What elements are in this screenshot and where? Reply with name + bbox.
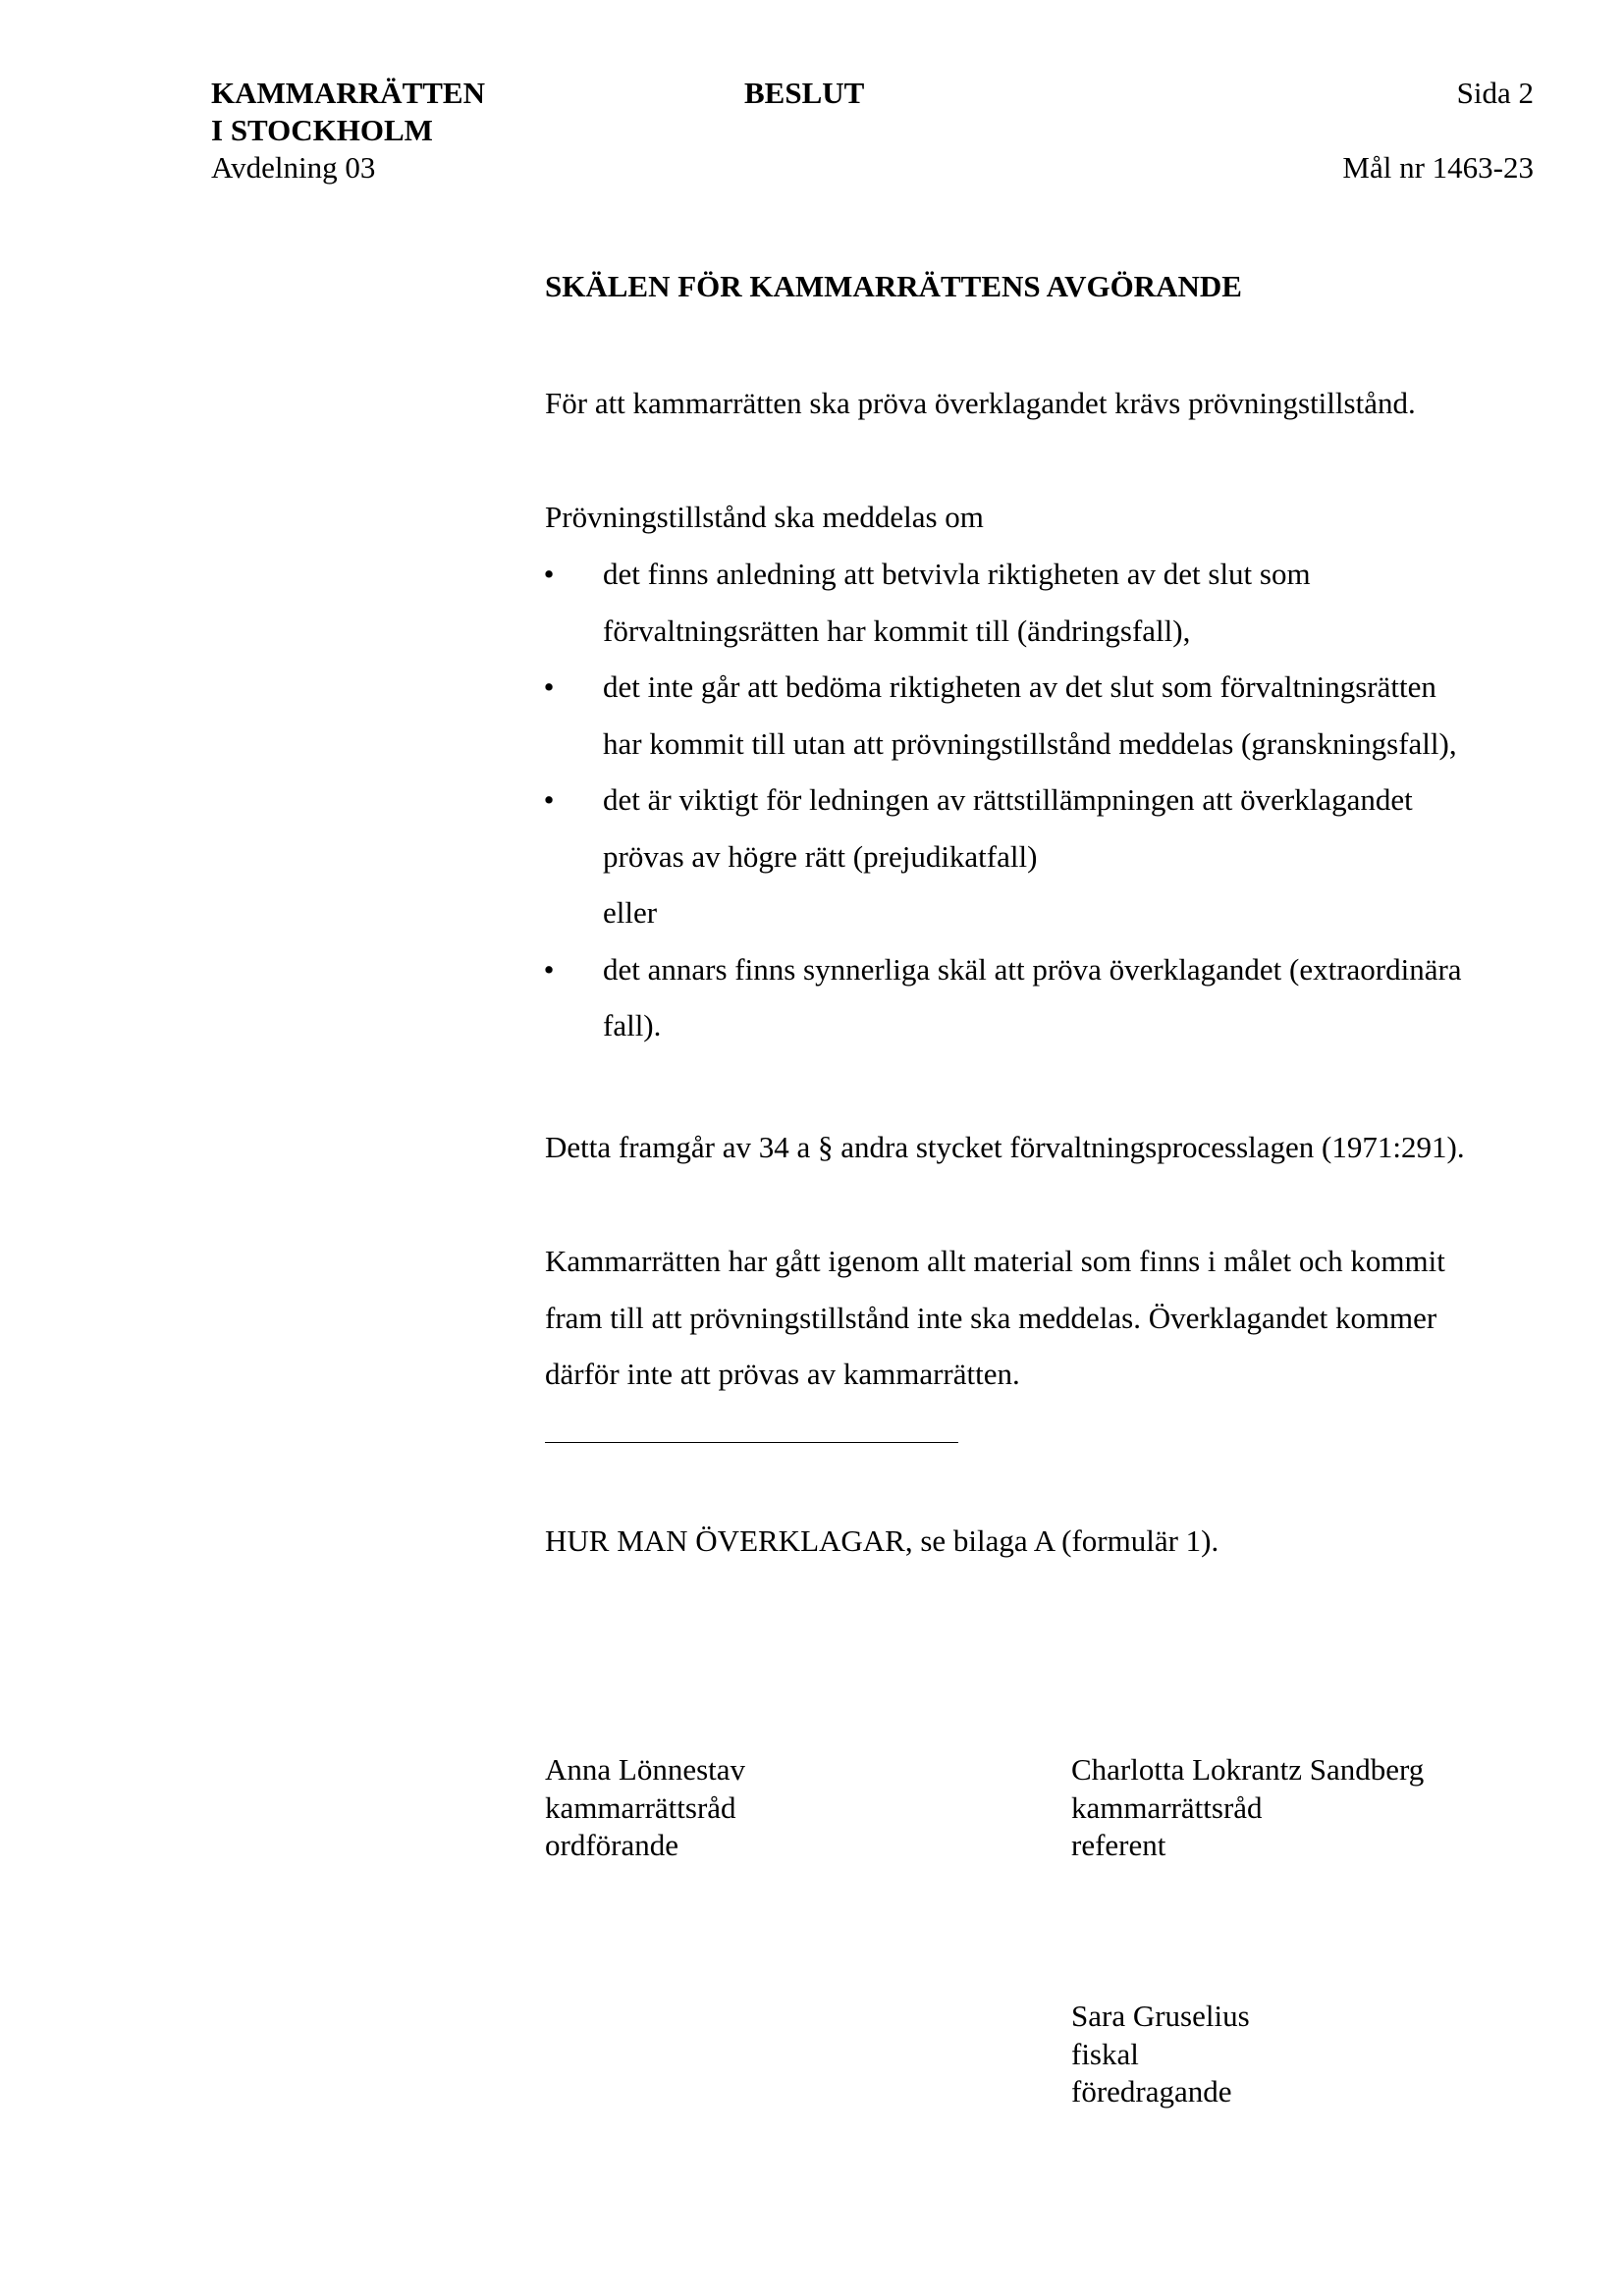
list-item [545, 546, 1566, 659]
list-item-line: det inte går att bedöma riktigheten av det slut som förvaltningsrätten [603, 669, 1436, 704]
paragraph-decision-line: Kammarrätten har gått igenom allt material som finns i målet och kommit [545, 1244, 1445, 1278]
court-name [211, 75, 485, 149]
list-item-line: förvaltningsrätten har kommit till (ändringsfall), [603, 613, 1191, 648]
appeal-info: HUR MAN ÖVERKLAGAR, se bilaga A (formulär 1). [545, 1523, 1219, 1558]
document-type: BESLUT [744, 76, 865, 110]
signature-block [1071, 1751, 1424, 1865]
case-number: Mål nr 1463-23 [1342, 150, 1534, 185]
signatory-title: kammarrättsråd [545, 1789, 736, 1825]
section-heading: SKÄLEN FÖR KAMMARRÄTTENS AVGÖRANDE [545, 269, 1242, 303]
list-item-line: det annars finns synnerliga skäl att pröva överklagandet (extraordinära [603, 951, 1462, 987]
paragraph-legal-basis: Detta framgår av 34 a § andra stycket förvaltningsprocesslagen (1971:291). [545, 1130, 1465, 1164]
signatory-role: föredragande [1071, 2074, 1232, 2109]
list-item-line: det är viktigt för ledningen av rättstillämpningen att överklagandet [603, 782, 1413, 817]
list-item-line: det finns anledning att betvivla riktigheten av det slut som [603, 557, 1311, 591]
signatory-role: referent [1071, 1828, 1166, 1862]
signatory-title: kammarrättsråd [1071, 1789, 1263, 1825]
paragraph-decision-line: fram till att prövningstillstånd inte ska meddelas. Överklagandet kommer [545, 1300, 1437, 1335]
conditions-list [545, 546, 1566, 1054]
bullet-icon: • [543, 951, 555, 987]
bullet-icon: • [543, 669, 555, 704]
bullet-icon: • [543, 557, 555, 591]
bullet-icon: • [543, 782, 555, 817]
signature-block [545, 1751, 745, 1865]
paragraph-requirement: För att kammarrätten ska pröva överklagandet krävs prövningstillstånd. [545, 386, 1416, 420]
list-item-line: har kommit till utan att prövningstillstånd meddelas (granskningsfall), [603, 725, 1457, 761]
list-item-line: fall). [603, 1008, 662, 1042]
court-name-line1: KAMMARRÄTTEN [211, 76, 485, 110]
page-number: Sida 2 [1456, 76, 1534, 110]
list-connector: eller [603, 895, 658, 930]
signatory-role: ordförande [545, 1828, 678, 1862]
paragraph-conditions-intro: Prövningstillstånd ska meddelas om [545, 500, 984, 534]
division-label: Avdelning 03 [211, 150, 376, 185]
signatory-name: Charlotta Lokrantz Sandberg [1071, 1752, 1425, 1787]
signatory-title: fiskal [1071, 2036, 1139, 2071]
list-item [545, 659, 1566, 772]
list-item [545, 941, 1566, 1054]
paragraph-decision-line: därför inte att prövas av kammarrätten. [545, 1357, 1020, 1391]
divider [545, 1442, 958, 1443]
signatory-name: Sara Gruselius [1071, 1999, 1250, 2033]
list-item-line: prövas av högre rätt (prejudikatfall) [603, 838, 1038, 874]
list-item [545, 772, 1566, 884]
court-name-line2: I STOCKHOLM [211, 113, 433, 147]
signatory-name: Anna Lönnestav [545, 1752, 746, 1787]
signature-block [1071, 1998, 1250, 2111]
paragraph-decision [545, 1233, 1546, 1403]
